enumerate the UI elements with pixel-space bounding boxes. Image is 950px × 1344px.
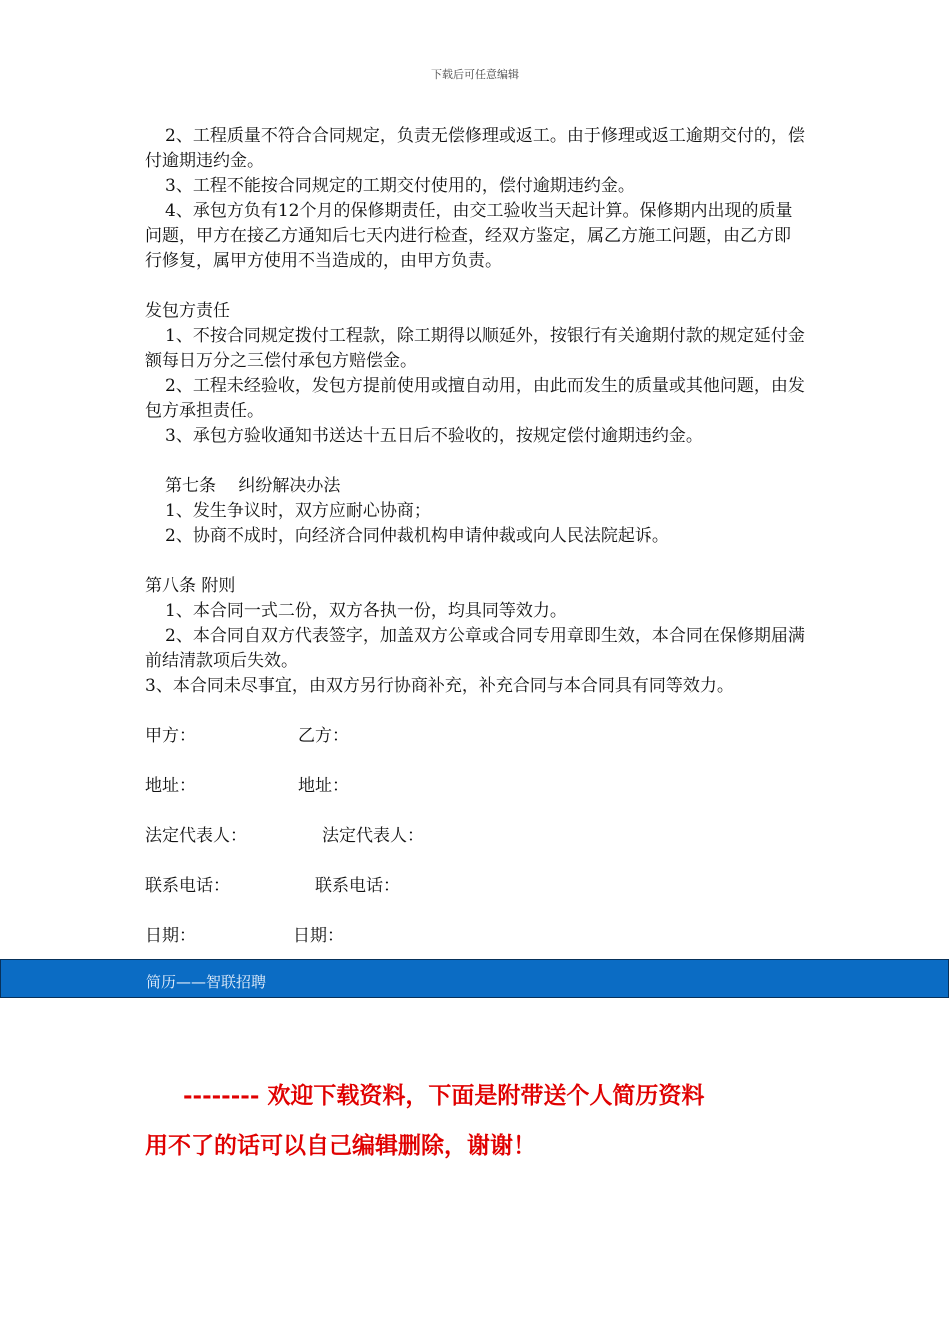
article7-item-1: 1、发生争议时，双方应耐心协商； — [165, 501, 431, 521]
resume-banner — [0, 959, 949, 998]
article8-heading: 第八条 附则 — [145, 576, 236, 596]
employer-heading: 发包方责任 — [145, 301, 230, 321]
article8-item-3: 3、本合同未尽事宜，由双方另行协商补充，补充合同与本合同具有同等效力。 — [145, 676, 734, 696]
article8-item-1: 1、本合同一式二份，双方各执一份，均具同等效力。 — [165, 601, 567, 621]
date-b-label: 日期： — [293, 926, 344, 946]
employer-item-2: 2、工程未经验收，发包方提前使用或擅自动用，由此而发生的质量或其他问题，由发包方承担责任。 — [145, 376, 805, 421]
promo-line-2: 用不了的话可以自己编辑删除，谢谢！ — [145, 1132, 536, 1159]
phone-a-label: 联系电话： — [145, 876, 230, 896]
employer-item-1: 1、不按合同规定拨付工程款，除工期得以顺延外，按银行有关逾期付款的规定延付金额每日万分之三偿付承包方赔偿金。 — [145, 326, 805, 371]
article7-item-2: 2、协商不成时，向经济合同仲裁机构申请仲裁或向人民法院起诉。 — [165, 526, 669, 546]
article7-heading: 第七条 纠纷解决办法 — [165, 476, 341, 496]
date-a-label: 日期： — [145, 926, 196, 946]
promo-line-1: -------- 欢迎下载资料，下面是附带送个人简历资料 — [183, 1082, 705, 1109]
contractor-item-2: 2、工程质量不符合合同规定，负责无偿修理或返工。由于修理或返工逾期交付的，偿付逾期违约金。 — [145, 126, 805, 171]
party-b-label: 乙方： — [298, 726, 349, 746]
rep-b-label: 法定代表人： — [322, 826, 424, 846]
header-note: 下载后可任意编辑 — [431, 68, 519, 81]
rep-a-label: 法定代表人： — [145, 826, 247, 846]
article8-item-2: 2、本合同自双方代表签字，加盖双方公章或合同专用章即生效，本合同在保修期届满前结清款项后失效。 — [145, 626, 805, 671]
address-a-label: 地址： — [145, 776, 196, 796]
party-a-label: 甲方： — [145, 726, 196, 746]
address-b-label: 地址： — [298, 776, 349, 796]
resume-banner-text: 简历——智联招聘 — [146, 973, 267, 991]
phone-b-label: 联系电话： — [315, 876, 400, 896]
contractor-item-4: 4、承包方负有12个月的保修期责任，由交工验收当天起计算。保修期内出现的质量问题，甲方在接乙方通知后七天内进行检查，经双方鉴定，属乙方施工问题，由乙方即行修复，属甲方使用不当造成的，由甲方负责。 — [145, 201, 793, 271]
contractor-item-3: 3、工程不能按合同规定的工期交付使用的，偿付逾期违约金。 — [165, 176, 635, 196]
employer-item-3: 3、承包方验收通知书送达十五日后不验收的，按规定偿付逾期违约金。 — [165, 426, 703, 446]
